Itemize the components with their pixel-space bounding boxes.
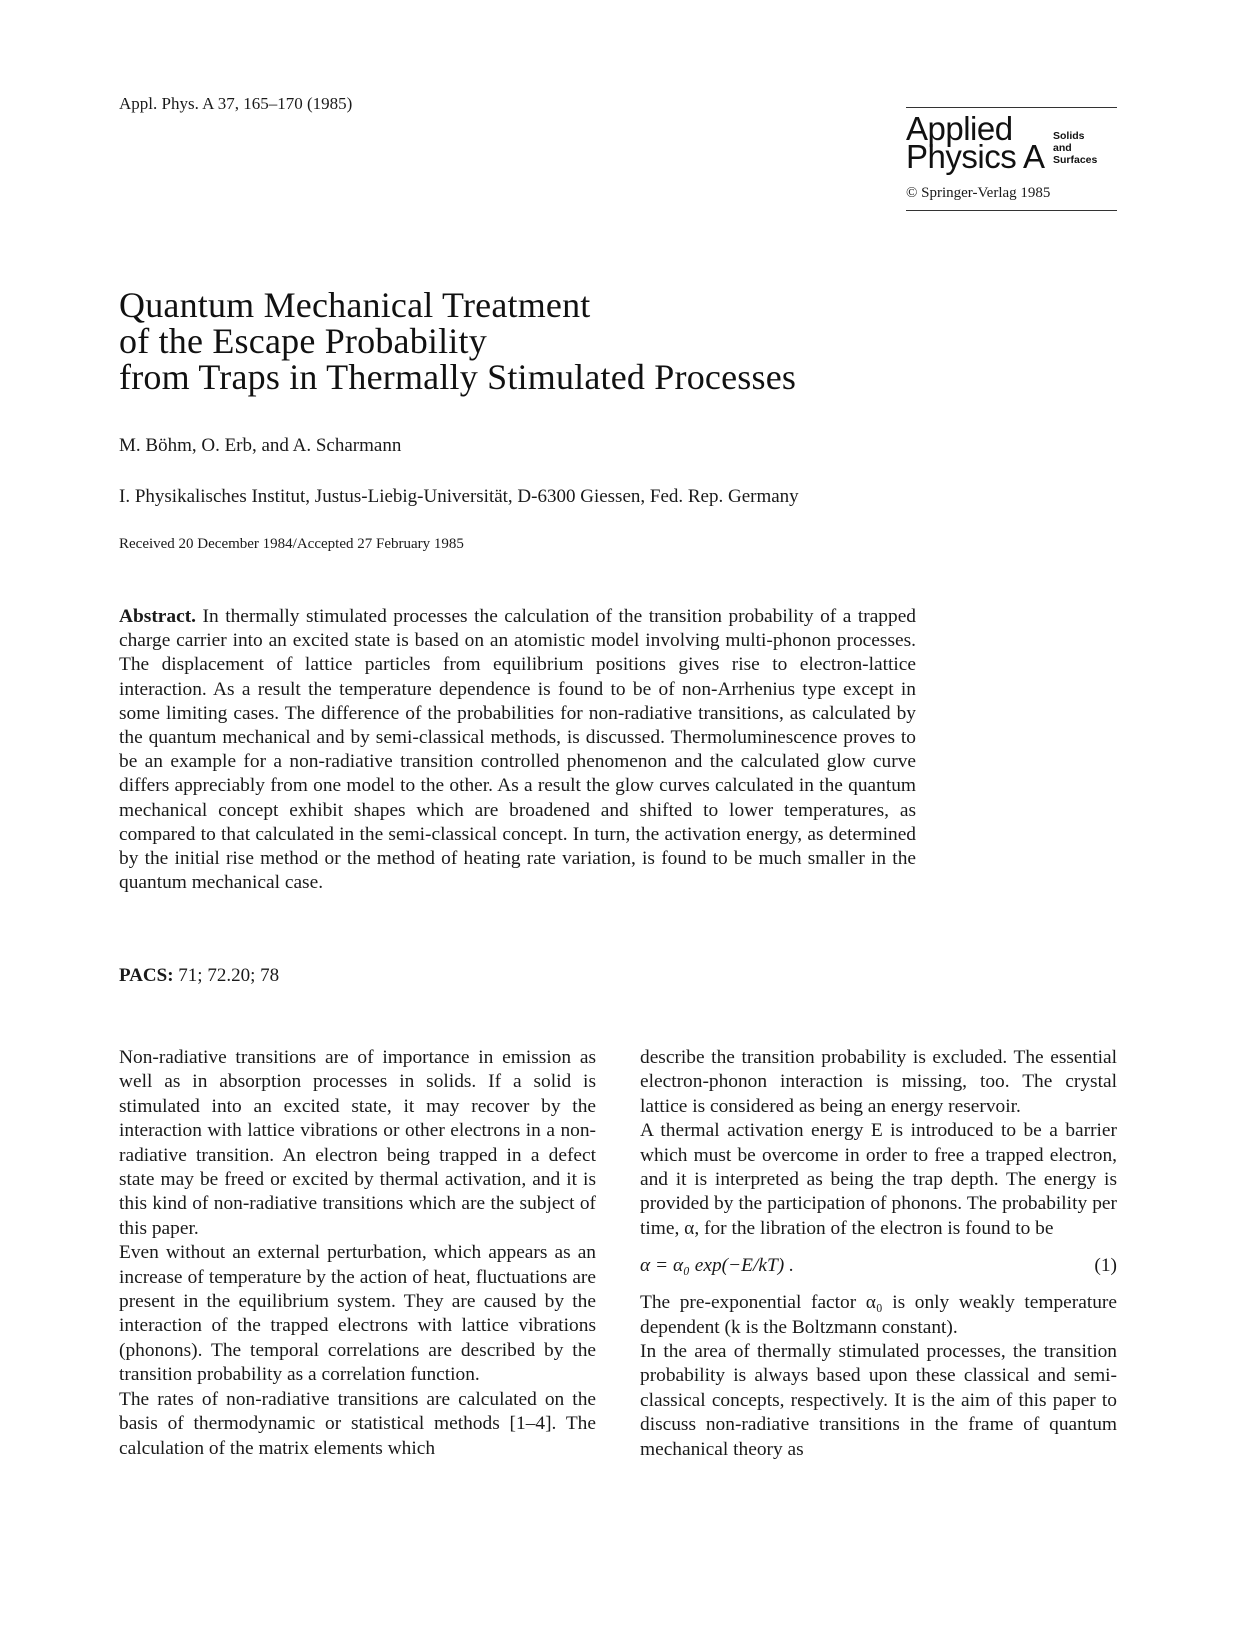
pacs-value: 71; 72.20; 78 <box>178 965 280 986</box>
body-column-left <box>119 1046 596 1461</box>
journal-citation: Appl. Phys. A 37, 165–170 (1985) <box>119 94 353 113</box>
title-line: of the Escape Probability <box>119 321 487 361</box>
body-paragraph: A thermal activation energy E is introduced to be a barrier which must be overcome in order to free a trapped electron, and it is interpreted as being the trap depth. The energy is provided by the participation of phonons. The probability per time, α, for the libration of the electron is found to be <box>640 1120 1117 1239</box>
body-paragraph: Even without an external perturbation, which appears as an increase of temperature by the action of heat, fluctuations are present in the equilibrium system. They are caused by the interaction of the trapped electrons with lattice vibrations (phonons). The temporal correlations are described by the transition probability as a correlation function. <box>119 1242 596 1386</box>
journal-section-word: Surfaces <box>1053 154 1098 166</box>
title-line: Quantum Mechanical Treatment <box>119 285 591 325</box>
journal-section-word: Solids <box>1053 130 1085 142</box>
body-paragraph: In the area of thermally stimulated processes, the transition probability is always based upon these classical and semi-classical concepts, respectively. It is the aim of this paper to discuss non-radiative transitions in the frame of quantum mechanical theory as <box>640 1341 1117 1460</box>
equation-number: (1) <box>1094 1255 1117 1277</box>
authors: M. Böhm, O. Erb, and A. Scharmann <box>119 435 402 456</box>
abstract <box>119 605 916 895</box>
pacs-codes <box>119 965 279 987</box>
journal-section-word: and <box>1053 142 1072 154</box>
abstract-label: Abstract. <box>119 606 197 627</box>
received-dates: Received 20 December 1984/Accepted 27 February 1985 <box>119 536 464 552</box>
logo-top-rule <box>906 107 1117 108</box>
body-paragraph: The pre-exponential factor α₀ is only weakly temperature dependent (k is the Boltzmann constant). <box>640 1292 1117 1338</box>
abstract-text: In thermally stimulated processes the calculation of the transition probability of a trapped charge carrier into an excited state is based on an atomistic model involving multi-phonon processes. The displacement of lattice particles from equilibrium positions gives rise to electron-lattice interaction. As a result the temperature dependence is found to be of non-Arrhenius type except in some limiting cases. The difference of the probabilities for non-radiative transitions, as calculated by the quantum mechanical and by semi-classical methods, is discussed. Thermoluminescence proves to be an example for a non-radiative transition controlled phenomenon and the calculated glow curve differs appreciably from one model to the other. As a result the glow curves calculated in the quantum mechanical concept exhibit shapes which are broadened and shifted to lower temperatures, as compared to that calculated in the semi-classical concept. In turn, the activation energy, as determined by the initial rise method or the method of heating rate variation, is found to be much smaller in the quantum mechanical case. <box>119 606 916 894</box>
pacs-label: PACS: <box>119 965 174 986</box>
body-paragraph: describe the transition probability is excluded. The essential electron-phonon interaction is missing, too. The crystal lattice is considered as being an energy reservoir. <box>640 1047 1117 1117</box>
body-paragraph: Non-radiative transitions are of importance in emission as well as in absorption processes in solids. If a solid is stimulated into an excited state, it may recover by the interaction with lattice vibrations or other electrons in a non-radiative transition. An electron being trapped in a defect state may be freed or excited by thermal activation, and it is this kind of non-radiative transitions which are the subject of this paper. <box>119 1047 596 1239</box>
journal-section <box>1053 130 1097 166</box>
body-paragraph: The rates of non-radiative transitions are calculated on the basis of thermodynamic or statistical methods [1–4]. The calculation of the matrix elements which <box>119 1388 596 1459</box>
title-line: from Traps in Thermally Stimulated Processes <box>119 357 797 397</box>
journal-name-line2: Physics A <box>906 138 1045 175</box>
publisher-copyright: © Springer-Verlag 1985 <box>906 185 1051 201</box>
equation-1 <box>640 1248 1117 1288</box>
body-column-right <box>640 1046 1117 1462</box>
affiliation: I. Physikalisches Institut, Justus-Liebig-Universität, D-6300 Giessen, Fed. Rep. Germany <box>119 486 799 507</box>
article-title <box>119 287 796 395</box>
journal-name-line1: Applied <box>906 110 1013 147</box>
equation-text: α = α₀ exp(−E/kT) . <box>640 1255 794 1277</box>
logo-bottom-rule <box>906 210 1117 211</box>
